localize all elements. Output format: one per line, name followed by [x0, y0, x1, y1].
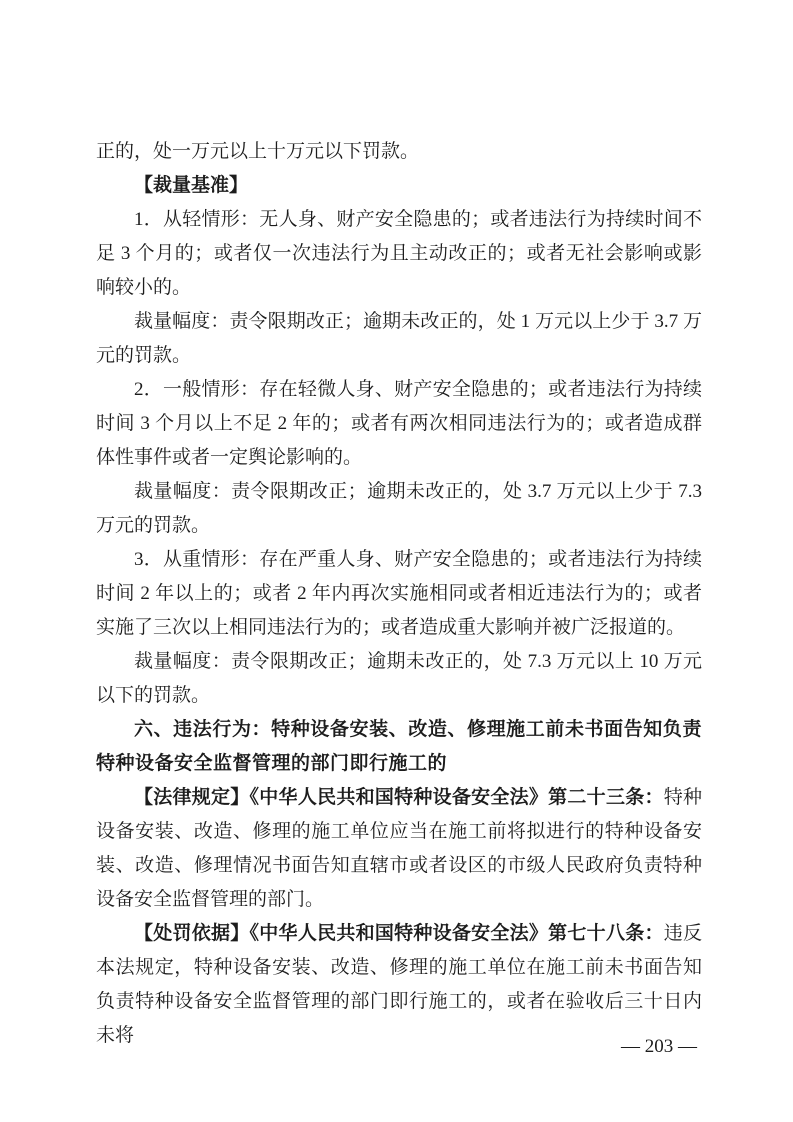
paragraph-legal-provision [96, 781, 702, 917]
text-block [96, 135, 702, 1053]
legal-provision-body: 特种设备安装、改造、修理的施工单位应当在施工前将拟进行的特种设备安装、改造、修理情况书面告知直辖市或者设区的市级人民政府负责特种设备安全监督管理的部门。 [96, 787, 702, 910]
heading-violation-six: 六、违法行为：特种设备安装、改造、修理施工前未书面告知负责特种设备安全监督管理的部门即行施工的 [96, 719, 702, 774]
paragraph-general-circumstance: 2．一般情形：存在轻微人身、财产安全隐患的；或者违法行为持续时间 3 个月以上不足 2 年的；或者有两次相同违法行为的；或者造成群体性事件或者一定舆论影响的。 [96, 379, 702, 468]
penalty-basis-body: 违反本法规定，特种设备安装、改造、修理的施工单位在施工前未书面告知负责特种设备安全监督管理的部门即行施工的，或者在验收后三十日内未将 [96, 923, 702, 1046]
paragraph-penalty-basis [96, 917, 702, 1053]
penalty-basis-lead: 【处罚依据】《中华人民共和国特种设备安全法》第七十八条： [134, 923, 664, 944]
paragraph-lenient-circumstance: 1．从轻情形：无人身、财产安全隐患的；或者违法行为持续时间不足 3 个月的；或者仅一次违法行为且主动改正的；或者无社会影响或影响较小的。 [96, 209, 702, 298]
page-number: — 203 — [621, 1036, 697, 1057]
legal-provision-lead: 【法律规定】《中华人民共和国特种设备安全法》第二十三条： [134, 787, 664, 808]
paragraph-discretion-range-2: 裁量幅度：责令限期改正；逾期未改正的，处 3.7 万元以上少于 7.3 万元的罚款。 [96, 481, 702, 536]
paragraph-discretion-range-1: 裁量幅度：责令限期改正；逾期未改正的，处 1 万元以上少于 3.7 万元的罚款。 [96, 311, 702, 366]
paragraph-discretion-range-3: 裁量幅度：责令限期改正；逾期未改正的，处 7.3 万元以上 10 万元以下的罚款。 [96, 651, 702, 706]
paragraph-fine-continuation: 正的，处一万元以上十万元以下罚款。 [96, 141, 420, 162]
heading-discretion-benchmark: 【裁量基准】 [134, 175, 249, 196]
paragraph-severe-circumstance: 3．从重情形：存在严重人身、财产安全隐患的；或者违法行为持续时间 2 年以上的；或者 2 年内再次实施相同或者相近违法行为的；或者实施了三次以上相同违法行为的；或者造成重大影响并被广泛报道的。 [96, 549, 702, 638]
